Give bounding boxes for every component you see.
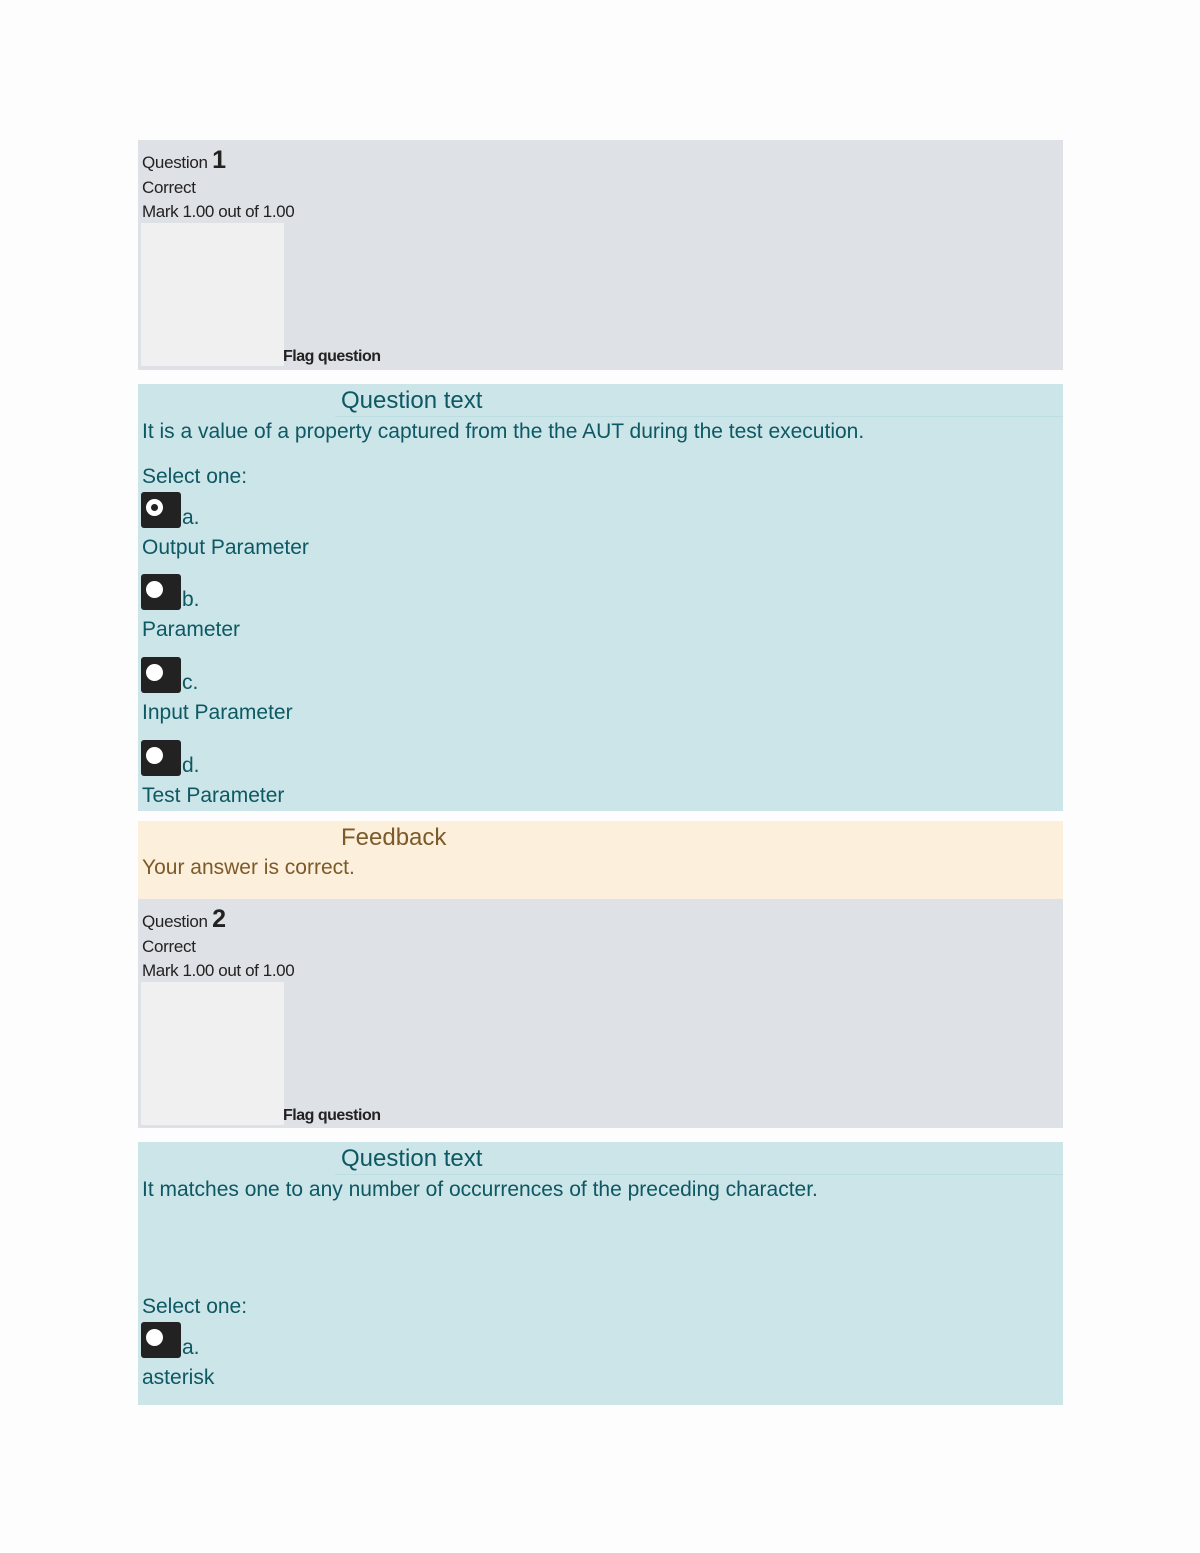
question-number-value: 2 [212, 905, 226, 933]
radio-icon[interactable] [141, 740, 181, 776]
question-label: Question [142, 912, 208, 931]
question-grade: Mark 1.00 out of 1.00 [142, 961, 295, 980]
question-label: Question [142, 153, 208, 172]
option-answer[interactable]: asterisk [142, 1366, 215, 1389]
question-2-content [138, 1142, 1063, 1405]
option-answer[interactable]: Test Parameter [142, 784, 285, 807]
option-a[interactable] [141, 492, 641, 572]
option-answer[interactable]: Output Parameter [142, 536, 309, 559]
option-letter: c. [182, 671, 199, 694]
question-text-heading: Question text [341, 1145, 483, 1172]
option-a[interactable] [141, 1322, 641, 1402]
question-text: It matches one to any number of occurrences of the preceding character. [142, 1178, 818, 1201]
option-answer[interactable]: Parameter [142, 618, 241, 641]
question-2-info [138, 899, 1063, 1128]
question-1-info [138, 140, 1063, 370]
select-one-prompt: Select one: [142, 1295, 248, 1318]
radio-selected-icon[interactable] [141, 492, 181, 528]
option-answer[interactable]: Input Parameter [142, 701, 293, 724]
question-state: Correct [142, 178, 196, 197]
question-state: Correct [142, 937, 196, 956]
option-letter: d. [182, 754, 200, 777]
flag-question-link[interactable]: Flag question [283, 348, 381, 365]
question-number-value: 1 [212, 146, 226, 174]
radio-icon[interactable] [141, 1322, 181, 1358]
feedback-heading: Feedback [341, 824, 447, 851]
option-letter: a. [182, 506, 200, 529]
question-number [142, 146, 226, 175]
option-letter: b. [182, 588, 200, 611]
flag-icon[interactable] [141, 223, 284, 366]
question-grade: Mark 1.00 out of 1.00 [142, 202, 295, 221]
question-1-content [138, 384, 1063, 811]
radio-icon[interactable] [141, 574, 181, 610]
option-d[interactable] [141, 740, 641, 820]
question-number [142, 905, 226, 934]
option-b[interactable] [141, 574, 641, 654]
flag-question-link[interactable]: Flag question [283, 1107, 381, 1124]
feedback-panel [138, 821, 1063, 899]
option-c[interactable] [141, 657, 641, 737]
question-text: It is a value of a property captured from the the AUT during the test execution. [142, 420, 865, 443]
question-text-heading: Question text [341, 387, 483, 414]
select-one-prompt: Select one: [142, 465, 248, 488]
flag-icon[interactable] [141, 982, 284, 1125]
option-letter: a. [182, 1336, 200, 1359]
feedback-message: Your answer is correct. [142, 856, 355, 879]
radio-icon[interactable] [141, 657, 181, 693]
